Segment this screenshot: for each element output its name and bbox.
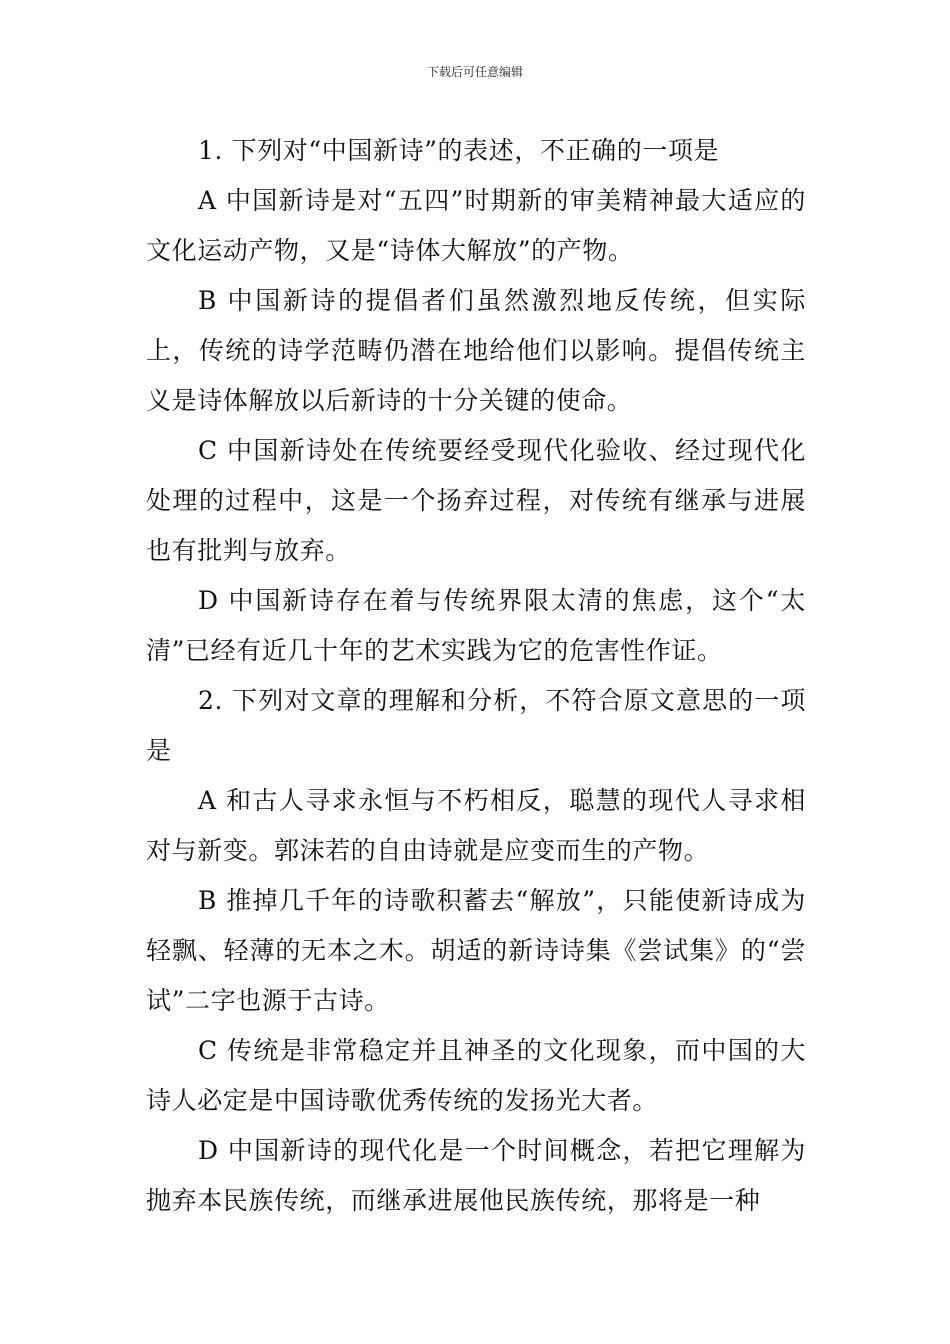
question-2-option-b: B 推掉几千年的诗歌积蓄去“解放”，只能使新诗成为轻飘、轻薄的无本之木。胡适的新诗诗集《尝试集》的“尝试”二字也源于古诗。 xyxy=(146,886,806,1015)
question-1-option-c: C 中国新诗处在传统要经受现代化验收、经过现代化处理的过程中，这是一个扬弃过程，对传统有继承与进展也有批判与放弃。 xyxy=(146,436,806,565)
question-2-stem: 2. 下列对文章的理解和分析，不符合原文意思的一项是 xyxy=(146,686,806,765)
question-2-option-d: D 中国新诗的现代化是一个时间概念，若把它理解为抛弃本民族传统，而继承进展他民族传统，那将是一种 xyxy=(146,1136,806,1215)
question-1-option-b: B 中国新诗的提倡者们虽然激烈地反传统，但实际上，传统的诗学范畴仍潜在地给他们以影响。提倡传统主义是诗体解放以后新诗的十分关键的使命。 xyxy=(146,286,806,415)
question-2-option-c: C 传统是非常稳定并且神圣的文化现象，而中国的大诗人必定是中国诗歌优秀传统的发扬光大者。 xyxy=(146,1036,806,1115)
document-body xyxy=(146,126,806,1226)
question-1-option-d: D 中国新诗存在着与传统界限太清的焦虑，这个“太清”已经有近几十年的艺术实践为它的危害性作证。 xyxy=(146,586,806,665)
question-1-stem: 1. 下列对“中国新诗”的表述，不正确的一项是 xyxy=(198,136,720,165)
question-1-option-a: A 中国新诗是对“五四”时期新的审美精神最大适应的文化运动产物，又是“诗体大解放”的产物。 xyxy=(146,186,806,265)
page-header: 下载后可任意编辑 xyxy=(426,65,523,79)
question-2-option-a: A 和古人寻求永恒与不朽相反，聪慧的现代人寻求相对与新变。郭沫若的自由诗就是应变而生的产物。 xyxy=(146,786,806,865)
